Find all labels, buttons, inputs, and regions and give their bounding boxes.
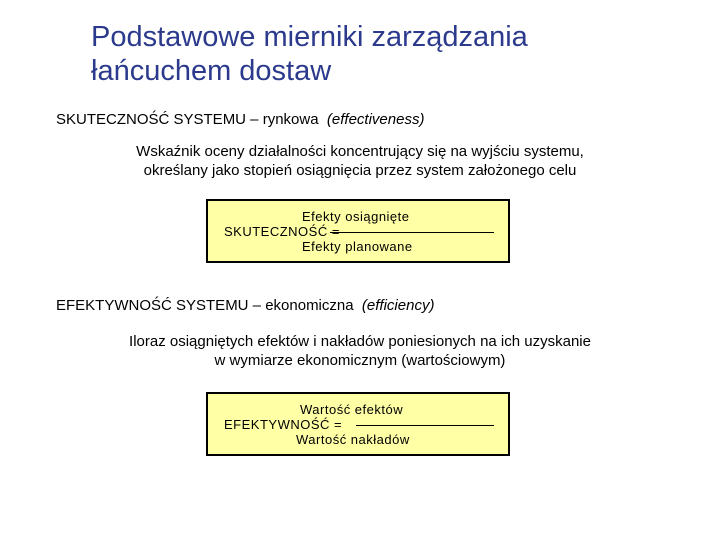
page-title (91, 20, 528, 88)
efficiency-description-line-2: w wymiarze ekonomicznym (wartościowym) (214, 352, 506, 369)
effectiveness-heading (56, 111, 424, 128)
effectiveness-formula-denominator: Efekty planowane (302, 239, 413, 254)
effectiveness-formula-label: SKUTECZNOŚĆ = (224, 224, 340, 239)
efficiency-term: (efficiency) (361, 297, 435, 314)
effectiveness-fraction-bar (330, 232, 494, 233)
efficiency-description (60, 332, 660, 370)
effectiveness-heading-text: SKUTECZNOŚĆ SYSTEMU – rynkowa (56, 111, 319, 128)
efficiency-formula-numerator: Wartość efektów (300, 402, 404, 417)
efficiency-formula-denominator: Wartość nakładów (296, 432, 410, 447)
efficiency-fraction-bar (356, 425, 494, 426)
efficiency-heading-text: EFEKTYWNOŚĆ SYSTEMU – ekonomiczna (56, 297, 354, 314)
effectiveness-formula-numerator: Efekty osiągnięte (302, 209, 410, 224)
effectiveness-term: (effectiveness) (326, 111, 425, 128)
page-title-line-1: Podstawowe mierniki zarządzania (91, 21, 528, 53)
efficiency-description-line-1: Iloraz osiągniętych efektów i nakładów poniesionych na ich uzyskanie (129, 333, 591, 350)
efficiency-formula-box (206, 392, 510, 456)
effectiveness-description-line-2: określany jako stopień osiągnięcia przez system założonego celu (143, 162, 577, 179)
effectiveness-formula-box (206, 199, 510, 263)
efficiency-formula-label: EFEKTYWNOŚĆ = (224, 417, 343, 432)
effectiveness-description (60, 142, 660, 180)
page-title-line-2: łańcuchem dostaw (91, 55, 332, 87)
effectiveness-description-line-1: Wskaźnik oceny działalności koncentrujący się na wyjściu systemu, (136, 143, 584, 160)
efficiency-heading (56, 297, 434, 314)
